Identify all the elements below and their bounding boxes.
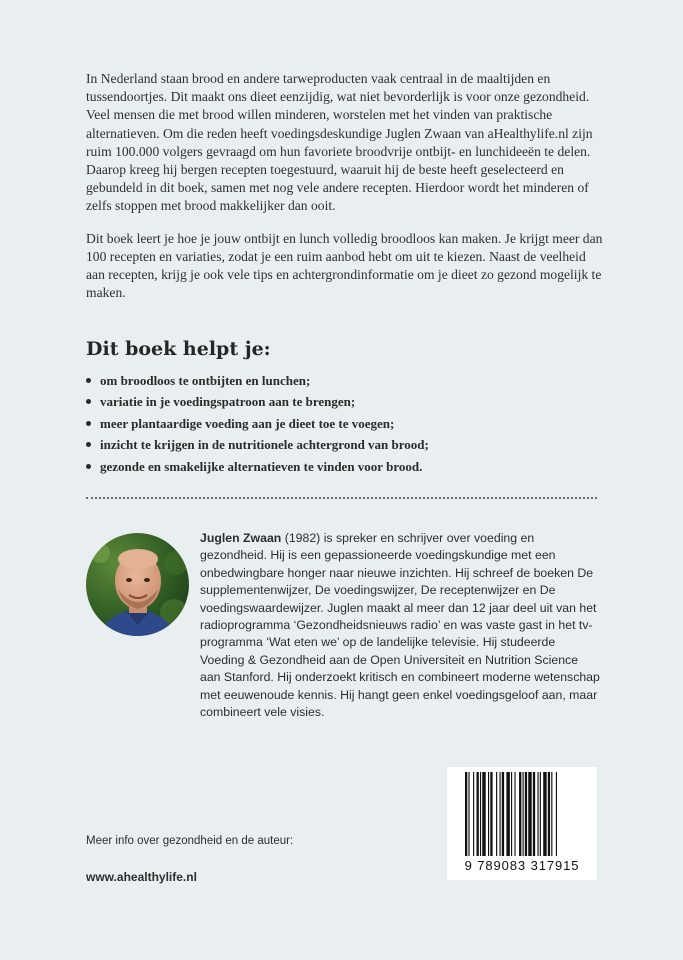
isbn-number: 9 789083 317915 [464,858,580,873]
helps-heading: Dit boek helpt je: [86,338,271,360]
bullet-icon [86,442,91,447]
website-link[interactable]: www.ahealthylife.nl [86,870,197,884]
bullet-icon [86,378,91,383]
intro-paragraph-1: In Nederland staan brood en andere tarweproducten vaak centraal in de maaltijden en tussendoortjes. Dit maakt ons dieet eenzijdig, wat niet bevorderlijk is voor onze gezondheid. Veel mensen die met brood willen minderen, worstelen met het vinden van praktische alternatieven. Om die reden heeft voedingsdeskundige Juglen Zwaan van aHealthylife.nl zijn ruim 100.000 volgers gevraagd om hun favoriete broodvrije ontbijt- en lunchideeën te delen. Daarop kreeg hij bergen recepten toegestuurd, waaruit hij de beste heeft geselecteerd en gebundeld in dit boek, samen met nog vele andere recepten. Hierdoor wordt het minderen of zelfs stoppen met brood makkelijker dan ooit. [86,71,593,214]
helps-list-item: variatie in je voedingspatroon aan te brengen; [86,391,626,412]
helps-list-item: inzicht te krijgen in de nutritionele achtergrond van brood; [86,434,626,455]
helps-list-item: gezonde en smakelijke alternatieven te vinden voor brood. [86,456,626,477]
bullet-icon [86,421,91,426]
author-bio [200,530,600,721]
helps-list-item: meer plantaardige voeding aan je dieet toe te voegen; [86,413,626,434]
author-photo [86,533,189,636]
barcode-bars [465,772,579,858]
author-bio-text: (1982) is spreker en schrijver over voeding en gezondheid. Hij is een gepassioneerde voedingskundige met een onbedwingbare honger naar nieuwe inzichten. Hij schreef de boeken De supplementenwijzer, De voedingswijzer, De receptenwijzer en De voedingswaardewijzer. Juglen maakt al meer dan 12 jaar deel uit van het radioprogramma ‘Gezondheidsnieuws radio’ en was vaste gast in het tv-programma ‘Wat eten we’ op de landelijke televisie. Hij studeerde Voeding & Gezondheid aan de Open Universiteit en Nutrition Science aan Stanford. Hij onderzoekt kritisch en combineert moderne wetenschap met eeuwenoude kennis. Hij hangt geen enkel voedingsgeloof aan, maar combineert vele visies. [200,531,600,720]
helps-list [86,370,626,477]
barcode [447,767,597,880]
bullet-icon [86,464,91,469]
intro-text [86,70,606,316]
bullet-icon [86,399,91,404]
author-name: Juglen Zwaan [200,531,282,545]
helps-list-item: om broodloos te ontbijten en lunchen; [86,370,626,391]
more-info-text: Meer info over gezondheid en de auteur: [86,835,294,847]
dotted-divider [86,497,597,499]
intro-paragraph-2: Dit boek leert je hoe je jouw ontbijt en lunch volledig broodloos kan maken. Je krijgt meer dan 100 recepten en variaties, zodat je een ruim aanbod hebt om uit te kiezen. Naast de veelheid aan recepten, krijg je ook vele tips en achtergrondinformatie om je dieet zo gezond mogelijk te maken. [86,230,603,301]
